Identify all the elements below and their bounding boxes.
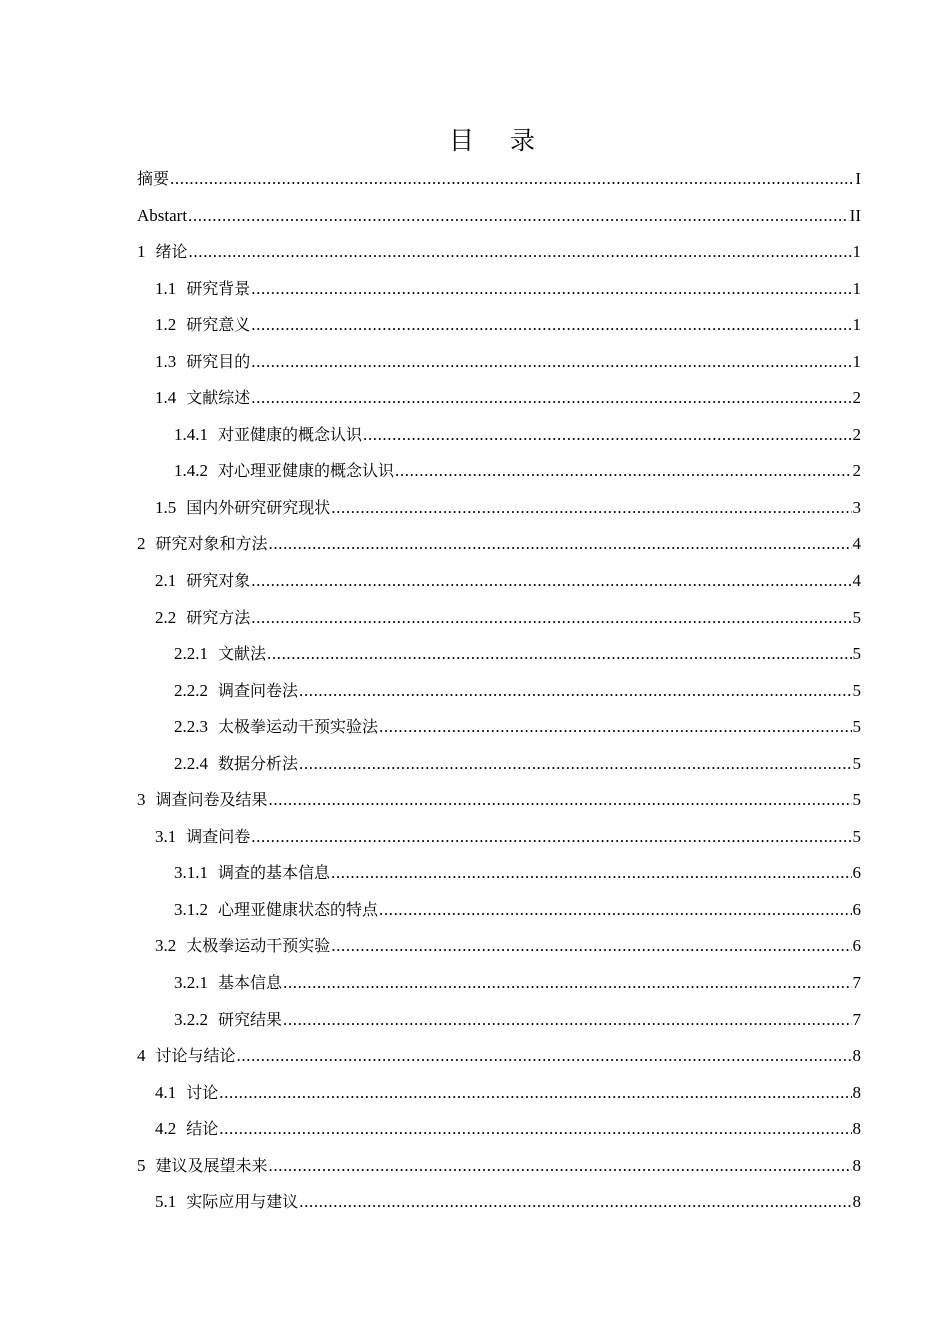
toc-dot-leader — [251, 349, 851, 375]
toc-dot-leader — [283, 970, 851, 996]
toc-entry[interactable] — [137, 1189, 861, 1226]
toc-entry-title: 基本信息 — [218, 973, 283, 993]
toc-entry[interactable] — [137, 751, 861, 788]
toc-entry-title: 数据分析法 — [218, 753, 299, 773]
toc-dot-leader — [251, 824, 851, 850]
toc-entry-title: 文献法 — [218, 644, 267, 664]
toc-entry-title: 对心理亚健康的概念认识 — [218, 461, 395, 481]
toc-entry-page: 7 — [852, 973, 861, 993]
toc-entry-number: 2.2.2 — [174, 680, 208, 700]
toc-entry-title: 研究背景 — [186, 278, 251, 298]
toc-entry[interactable] — [137, 1007, 861, 1044]
toc-entry[interactable] — [137, 641, 861, 678]
toc-entry-page: 8 — [852, 1192, 861, 1212]
toc-entry-page: 1 — [852, 278, 861, 298]
toc-entry-title: 研究方法 — [186, 607, 251, 627]
toc-entry-title: 国内外研究研究现状 — [186, 497, 331, 517]
toc-entry-page: 4 — [852, 534, 861, 554]
toc-entry-title: 讨论 — [186, 1082, 219, 1102]
toc-entry-number: 4 — [137, 1046, 146, 1066]
toc-entry[interactable] — [137, 860, 861, 897]
toc-dot-leader — [267, 641, 851, 667]
toc-entry-title: 调查问卷 — [186, 826, 251, 846]
toc-dot-leader — [395, 458, 851, 484]
toc-dot-leader — [189, 239, 852, 265]
toc-entry-title: 研究目的 — [186, 351, 251, 371]
toc-entry[interactable] — [137, 495, 861, 532]
toc-entry-page: I — [855, 169, 861, 188]
toc-entry-page: 1 — [852, 351, 861, 371]
toc-entry-number: 1.3 — [155, 351, 177, 371]
toc-entry-page: 2 — [852, 388, 861, 408]
toc-entry-page: 8 — [852, 1082, 861, 1102]
toc-entry-number: 1.4 — [155, 388, 177, 408]
toc-entry-title: Abstart — [137, 205, 188, 225]
toc-entry[interactable] — [137, 239, 861, 276]
toc-entry-page: 8 — [852, 1119, 861, 1139]
toc-dot-leader — [251, 568, 851, 594]
toc-entry-page: 2 — [852, 424, 861, 444]
toc-entry-title: 实际应用与建议 — [186, 1192, 299, 1212]
toc-entry-title: 对亚健康的概念认识 — [218, 424, 363, 444]
toc-entry-title: 结论 — [186, 1119, 219, 1139]
toc-dot-leader — [283, 1007, 851, 1033]
toc-entry[interactable] — [137, 897, 861, 934]
toc-entry-title: 调查的基本信息 — [218, 863, 331, 883]
toc-entry-page: 5 — [852, 826, 861, 846]
toc-entry-number: 3.1 — [155, 826, 177, 846]
toc-dot-leader — [188, 203, 849, 229]
toc-entry-title: 调查问卷及结果 — [155, 790, 268, 810]
toc-entry-page: 2 — [852, 461, 861, 481]
toc-dot-leader — [237, 1043, 852, 1069]
toc-entry-number: 1.2 — [155, 315, 177, 335]
toc-entry-page: 6 — [852, 863, 861, 883]
toc-entry-page: 6 — [852, 899, 861, 919]
toc-entry[interactable] — [137, 458, 861, 495]
toc-entry-page: 5 — [852, 607, 861, 627]
toc-dot-leader — [170, 166, 854, 192]
toc-dot-leader — [331, 860, 851, 886]
toc-entry-number: 4.2 — [155, 1119, 177, 1139]
toc-entry-title: 文献综述 — [186, 388, 251, 408]
toc-entry-page: 1 — [852, 242, 861, 262]
toc-entry-number: 1.4.2 — [174, 461, 208, 481]
toc-entry-page: 5 — [852, 680, 861, 700]
toc-entry-number: 1 — [137, 242, 146, 262]
toc-dot-leader — [219, 1116, 851, 1142]
toc-entry-page: 3 — [852, 497, 861, 517]
toc-entry-number: 1.1 — [155, 278, 177, 298]
toc-dot-leader — [269, 531, 852, 557]
toc-entry-number: 3 — [137, 790, 146, 810]
toc-entry-number: 2.2 — [155, 607, 177, 627]
toc-entry-number: 2.2.1 — [174, 644, 208, 664]
toc-entry-page: 6 — [852, 936, 861, 956]
toc-entry[interactable] — [137, 824, 861, 861]
toc-dot-leader — [331, 933, 851, 959]
toc-entry-page: 5 — [852, 790, 861, 810]
toc-dot-leader — [331, 495, 851, 521]
toc-entry-page: 1 — [852, 315, 861, 335]
toc-dot-leader — [251, 276, 851, 302]
toc-dot-leader — [251, 385, 851, 411]
toc-entry[interactable] — [137, 349, 861, 386]
toc-entry[interactable] — [137, 568, 861, 605]
toc-entry-page: 4 — [852, 571, 861, 591]
toc-entry-number: 2 — [137, 534, 146, 554]
toc-entry[interactable] — [137, 678, 861, 715]
toc-entry[interactable] — [137, 312, 861, 349]
toc-title: 目 录 — [449, 126, 549, 155]
toc-entry-number: 5.1 — [155, 1192, 177, 1212]
toc-entry[interactable] — [137, 1153, 861, 1190]
toc-list — [137, 166, 861, 1226]
toc-entry-number: 3.2 — [155, 936, 177, 956]
toc-entry[interactable] — [137, 276, 861, 313]
toc-entry-title: 心理亚健康状态的特点 — [218, 899, 379, 919]
toc-entry[interactable] — [137, 531, 861, 568]
toc-entry-number: 2.2.3 — [174, 717, 208, 737]
toc-entry-number: 3.1.2 — [174, 899, 208, 919]
toc-entry[interactable] — [137, 787, 861, 824]
toc-entry-title: 太极拳运动干预实验 — [186, 936, 331, 956]
toc-entry[interactable] — [137, 385, 861, 422]
toc-entry[interactable] — [137, 1116, 861, 1153]
toc-entry[interactable] — [137, 605, 861, 642]
toc-dot-leader — [219, 1080, 851, 1106]
toc-entry-page: 8 — [852, 1046, 861, 1066]
toc-entry[interactable] — [137, 714, 861, 751]
toc-dot-leader — [299, 751, 851, 777]
toc-entry-title: 摘要 — [137, 169, 170, 188]
toc-entry[interactable] — [137, 166, 861, 203]
toc-dot-leader — [379, 714, 851, 740]
toc-dot-leader — [379, 897, 851, 923]
toc-dot-leader — [363, 422, 851, 448]
toc-entry-page: 5 — [852, 753, 861, 773]
toc-entry-page: 8 — [852, 1155, 861, 1175]
toc-entry-number: 3.2.1 — [174, 973, 208, 993]
toc-entry[interactable] — [137, 933, 861, 970]
toc-entry[interactable] — [137, 1080, 861, 1117]
toc-dot-leader — [251, 605, 851, 631]
toc-entry-title: 研究意义 — [186, 315, 251, 335]
toc-dot-leader — [251, 312, 851, 338]
toc-entry-title: 研究对象 — [186, 571, 251, 591]
toc-dot-leader — [269, 787, 852, 813]
toc-entry-number: 5 — [137, 1155, 146, 1175]
toc-entry-number: 1.4.1 — [174, 424, 208, 444]
toc-entry-title: 研究结果 — [218, 1009, 283, 1029]
toc-entry-number: 2.1 — [155, 571, 177, 591]
toc-entry-title: 绪论 — [155, 242, 188, 262]
toc-entry-page: 7 — [852, 1009, 861, 1029]
toc-entry[interactable] — [137, 970, 861, 1007]
toc-entry-title: 建议及展望未来 — [155, 1155, 268, 1175]
toc-entry-title: 调查问卷法 — [218, 680, 299, 700]
toc-entry[interactable] — [137, 1043, 861, 1080]
toc-entry-page: 5 — [852, 644, 861, 664]
toc-dot-leader — [299, 1189, 851, 1215]
toc-entry-title: 太极拳运动干预实验法 — [218, 717, 379, 737]
toc-entry-title: 研究对象和方法 — [155, 534, 268, 554]
toc-entry-page: 5 — [852, 717, 861, 737]
toc-entry-title: 讨论与结论 — [155, 1046, 236, 1066]
toc-entry-number: 1.5 — [155, 497, 177, 517]
toc-entry-number: 2.2.4 — [174, 753, 208, 773]
toc-entry-number: 3.1.1 — [174, 863, 208, 883]
toc-entry-number: 4.1 — [155, 1082, 177, 1102]
toc-entry-number: 3.2.2 — [174, 1009, 208, 1029]
toc-dot-leader — [269, 1153, 852, 1179]
toc-entry[interactable] — [137, 422, 861, 459]
toc-dot-leader — [299, 678, 851, 704]
toc-entry[interactable] — [137, 203, 861, 240]
toc-entry-page: II — [849, 205, 861, 225]
